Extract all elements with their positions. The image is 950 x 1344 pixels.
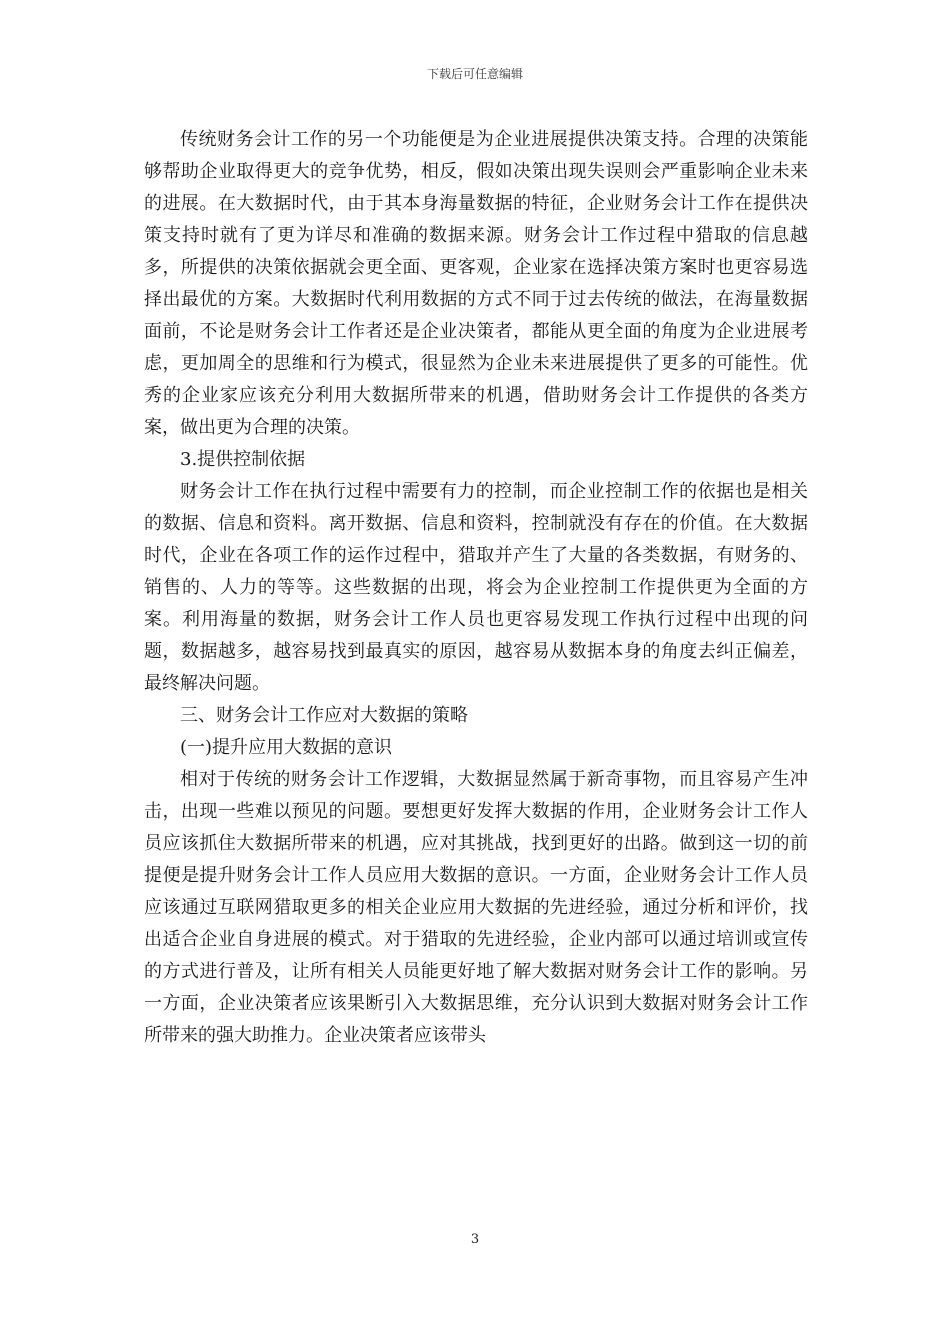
paragraph-decision-support: 传统财务会计工作的另一个功能便是为企业进展提供决策支持。合理的决策能够帮助企业取得更大的竞争优势，相反，假如决策出现失误则会严重影响企业未来的进展。在大数据时代，由于其本身海量数据的特征，企业财务会计工作在提供决策支持时就有了更为详尽和准确的数据来源。财务会计工作过程中猎取的信息越多，所提供的决策依据就会更全面、更客观，企业家在选择决策方案时也更容易选择出最优的方案。大数据时代利用数据的方式不同于过去传统的做法，在海量数据面前，不论是财务会计工作者还是企业决策者，都能从更全面的角度为企业进展考虑，更加周全的思维和行为模式，很显然为企业未来进展提供了更多的可能性。优秀的企业家应该充分利用大数据所带来的机遇，借助财务会计工作提供的各类方案，做出更为合理的决策。 [144, 129, 808, 438]
subsection-heading-awareness: (一)提升应用大数据的意识 [180, 737, 393, 758]
page-number: 3 [470, 1232, 480, 1247]
paragraph-awareness: 相对于传统的财务会计工作逻辑，大数据显然属于新奇事物，而且容易产生冲击，出现一些难以预见的问题。要想更好发挥大数据的作用，企业财务会计工作人员应该抓住大数据所带来的机遇，应对其挑战，找到更好的出路。做到这一切的前提便是提升财务会计工作人员应用大数据的意识。一方面，企业财务会计工作人员应该通过互联网猎取更多的相关企业应用大数据的先进经验，通过分析和评价，找出适合企业自身进展的模式。对于猎取的先进经验，企业内部可以通过培训或宣传的方式进行普及，让所有相关人员能更好地了解大数据对财务会计工作的影响。另一方面，企业决策者应该果断引入大数据思维，充分认识到大数据对财务会计工作所带来的强大助推力。企业决策者应该带头 [144, 769, 808, 1046]
paragraph-control-basis: 财务会计工作在执行过程中需要有力的控制，而企业控制工作的依据也是相关的数据、信息和资料。离开数据、信息和资料，控制就没有存在的价值。在大数据时代，企业在各项工作的运作过程中，猎取并产生了大量的各类数据，有财务的、销售的、人力的等等。这些数据的出现，将会为企业控制工作提供更为全面的方案。利用海量的数据，财务会计工作人员也更容易发现工作执行过程中出现的问题，数据越多，越容易找到最真实的原因，越容易从数据本身的角度去纠正偏差，最终解决问题。 [144, 481, 808, 694]
page-header: 下载后可任意编辑 [426, 67, 523, 81]
document-body [144, 124, 808, 1052]
section-heading-strategy: 三、财务会计工作应对大数据的策略 [180, 705, 468, 726]
heading-control-basis: 3.提供控制依据 [180, 449, 306, 470]
